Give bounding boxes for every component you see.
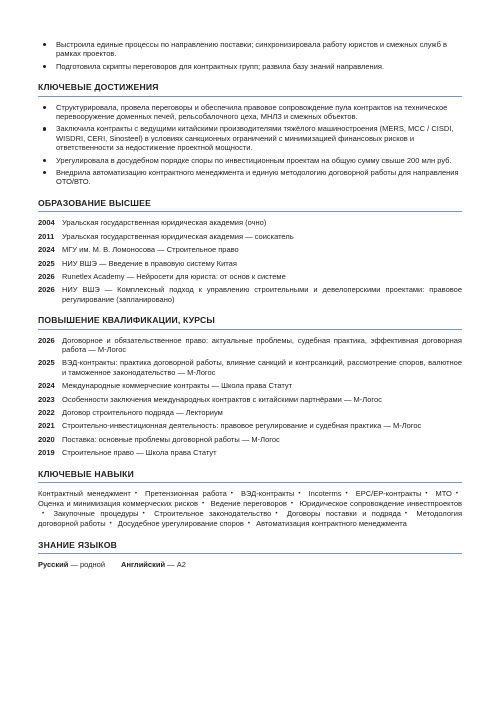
education-item — [38, 285, 462, 304]
skill-item: Юридическое сопровождение инвестпроектов — [299, 499, 462, 508]
course-item — [38, 408, 462, 417]
skill-separator: • — [425, 491, 428, 497]
skill-item: Incoterms — [308, 489, 342, 498]
language-level: — родной — [70, 560, 106, 570]
skill-separator: • — [455, 491, 458, 497]
skill-item: ВЭД-контракты — [240, 489, 295, 498]
language-name: Английский — [121, 560, 166, 570]
skill-separator: • — [142, 511, 145, 517]
course-year: 2026 — [38, 335, 55, 345]
education-year: 2026 — [38, 285, 55, 295]
course-year: 2019 — [38, 448, 55, 458]
course-year: 2022 — [38, 407, 55, 417]
skill-item: Оценка и минимизация коммерческих рисков — [38, 499, 198, 508]
skill-separator: • — [109, 521, 112, 527]
language-item — [121, 560, 186, 569]
skill-item: МТО — [435, 489, 452, 498]
course-text: Строительно-инвестиционная деятельность: правовое регулирование и судебная практика — М-Логос — [62, 421, 422, 431]
skill-separator: • — [202, 501, 205, 507]
experience-bullet: Подготовила скрипты переговоров для контрактных групп; развила базу знаний направления. — [38, 62, 462, 71]
education-text: НИУ ВШЭ — Комплексный подход к управлению строительными и девелоперскими проектами: правовое регулирование (запланировано) — [62, 285, 462, 304]
skill-separator: • — [230, 491, 233, 497]
education-text: Уральская государственная юридическая академия (очно) — [62, 218, 267, 228]
course-item — [38, 448, 462, 457]
achievements-heading: КЛЮЧЕВЫЕ ДОСТИЖЕНИЯ — [38, 83, 462, 96]
skill-item: Договоры поставки и подряда — [286, 509, 401, 518]
language-level: — A2 — [167, 560, 186, 570]
course-year: 2021 — [38, 421, 55, 431]
course-year: 2025 — [38, 358, 55, 368]
languages-list — [38, 554, 462, 569]
education-heading: ОБРАЗОВАНИЕ ВЫСШЕЕ — [38, 199, 462, 212]
experience-bullet: Выстроила единые процессы по направлению поставки; синхронизировала работу юристов и смежных служб в рамках проектов. — [38, 40, 462, 59]
education-year: 2025 — [38, 258, 55, 268]
skill-item: Методология договорной работы — [38, 509, 463, 528]
course-item — [38, 395, 462, 404]
skill-separator: • — [134, 491, 137, 497]
skill-item: EPC/EP-контракты — [355, 489, 422, 498]
achievements-list — [38, 103, 462, 187]
skill-item: Строительное законодательство — [154, 509, 272, 518]
skill-separator: • — [404, 511, 408, 517]
skill-separator: • — [345, 491, 348, 497]
skill-separator: • — [275, 511, 278, 517]
course-item — [38, 435, 462, 444]
skill-separator: • — [42, 511, 45, 517]
education-year: 2011 — [38, 231, 55, 241]
skills-heading: КЛЮЧЕВЫЕ НАВЫКИ — [38, 470, 462, 483]
education-item — [38, 218, 462, 227]
skill-item: Закупочные процедуры — [53, 509, 139, 518]
education-year: 2026 — [38, 271, 55, 281]
education-year: 2004 — [38, 218, 55, 228]
skill-separator: • — [247, 521, 251, 527]
education-item — [38, 259, 462, 268]
education-text: Runetlex Academy — Нейросети для юриста: от основ к системе — [62, 271, 286, 281]
course-text: Договорное и обязательственное право: актуальные проблемы, судебная практика, эффективная договорная работа — М-Логос — [62, 335, 462, 354]
language-name: Русский — [38, 560, 69, 570]
course-text: Международные коммерческие контракты — Школа права Статут — [62, 381, 293, 391]
course-text: Поставка: основные проблемы договорной работы — М-Логос — [62, 434, 280, 444]
course-text: ВЭД-контракты: практика договорной работы, влияние санкций и контрсанкций, рассмотрение споров, валютное и таможенное законодательство — М-Логос — [62, 358, 462, 377]
education-item — [38, 245, 462, 254]
course-item — [38, 421, 462, 430]
skill-separator: • — [298, 491, 301, 497]
course-item — [38, 358, 462, 377]
course-year: 2020 — [38, 434, 55, 444]
achievement-item: Урегулировала в досудебном порядке споры по инвестиционным проектам на общую сумму свыше 200 млн руб. — [38, 156, 462, 165]
course-text: Договор строительного подряда — Лекториум — [62, 407, 223, 417]
language-item — [38, 560, 105, 569]
achievement-item: Структурировала, провела переговоры и обеспечила правовое сопровождение пула контрактов на техническое перевооружение доменных печей, рельсобалочного цеха, МНЛЗ и смежных объектов. — [38, 103, 462, 122]
education-item — [38, 272, 462, 281]
education-item — [38, 232, 462, 241]
skill-separator: • — [290, 501, 293, 507]
education-text: Уральская государственная юридическая академия — соискатель — [62, 231, 294, 241]
languages-heading: ЗНАНИЕ ЯЗЫКОВ — [38, 541, 462, 554]
course-year: 2024 — [38, 381, 55, 391]
skills-list — [38, 483, 462, 529]
education-year: 2024 — [38, 245, 55, 255]
course-item — [38, 381, 462, 390]
skill-item: Досудебное урегулирование споров — [117, 519, 244, 528]
skill-item: Претензионная работа — [145, 489, 227, 498]
skill-item: Автоматизация контрактного менеджмента — [256, 519, 407, 528]
achievement-item: Заключила контракты с ведущими китайскими производителями тяжёлого машиностроения (MERS, MCC / CISDI, WISDRI, CERI, Sinosteel) в условиях санкционных ограничений с минимизацией финансовых рисков и ответственности за недостижение проектной мощности. — [38, 124, 462, 152]
skill-item: Контрактный менеджмент — [38, 489, 131, 498]
courses-heading: ПОВЫШЕНИЕ КВАЛИФИКАЦИИ, КУРСЫ — [38, 316, 462, 329]
courses-list — [38, 330, 462, 458]
course-text: Особенности заключения международных контрактов с китайскими партнёрами — М-Логос — [62, 394, 382, 404]
course-year: 2023 — [38, 394, 55, 404]
skill-item: Ведение переговоров — [210, 499, 287, 508]
experience-bullets — [38, 40, 462, 71]
education-text: МГУ им. М. В. Ломоносова — Строительное право — [62, 245, 239, 255]
education-text: НИУ ВШЭ — Введение в правовую систему Китая — [62, 258, 237, 268]
course-text: Строительное право — Школа права Статут — [62, 448, 217, 458]
achievement-item: Внедрила автоматизацию контрактного менеджмента и единую методологию договорной работы для направления ОТО/ВТО. — [38, 168, 462, 187]
education-list — [38, 212, 462, 304]
course-item — [38, 336, 462, 355]
